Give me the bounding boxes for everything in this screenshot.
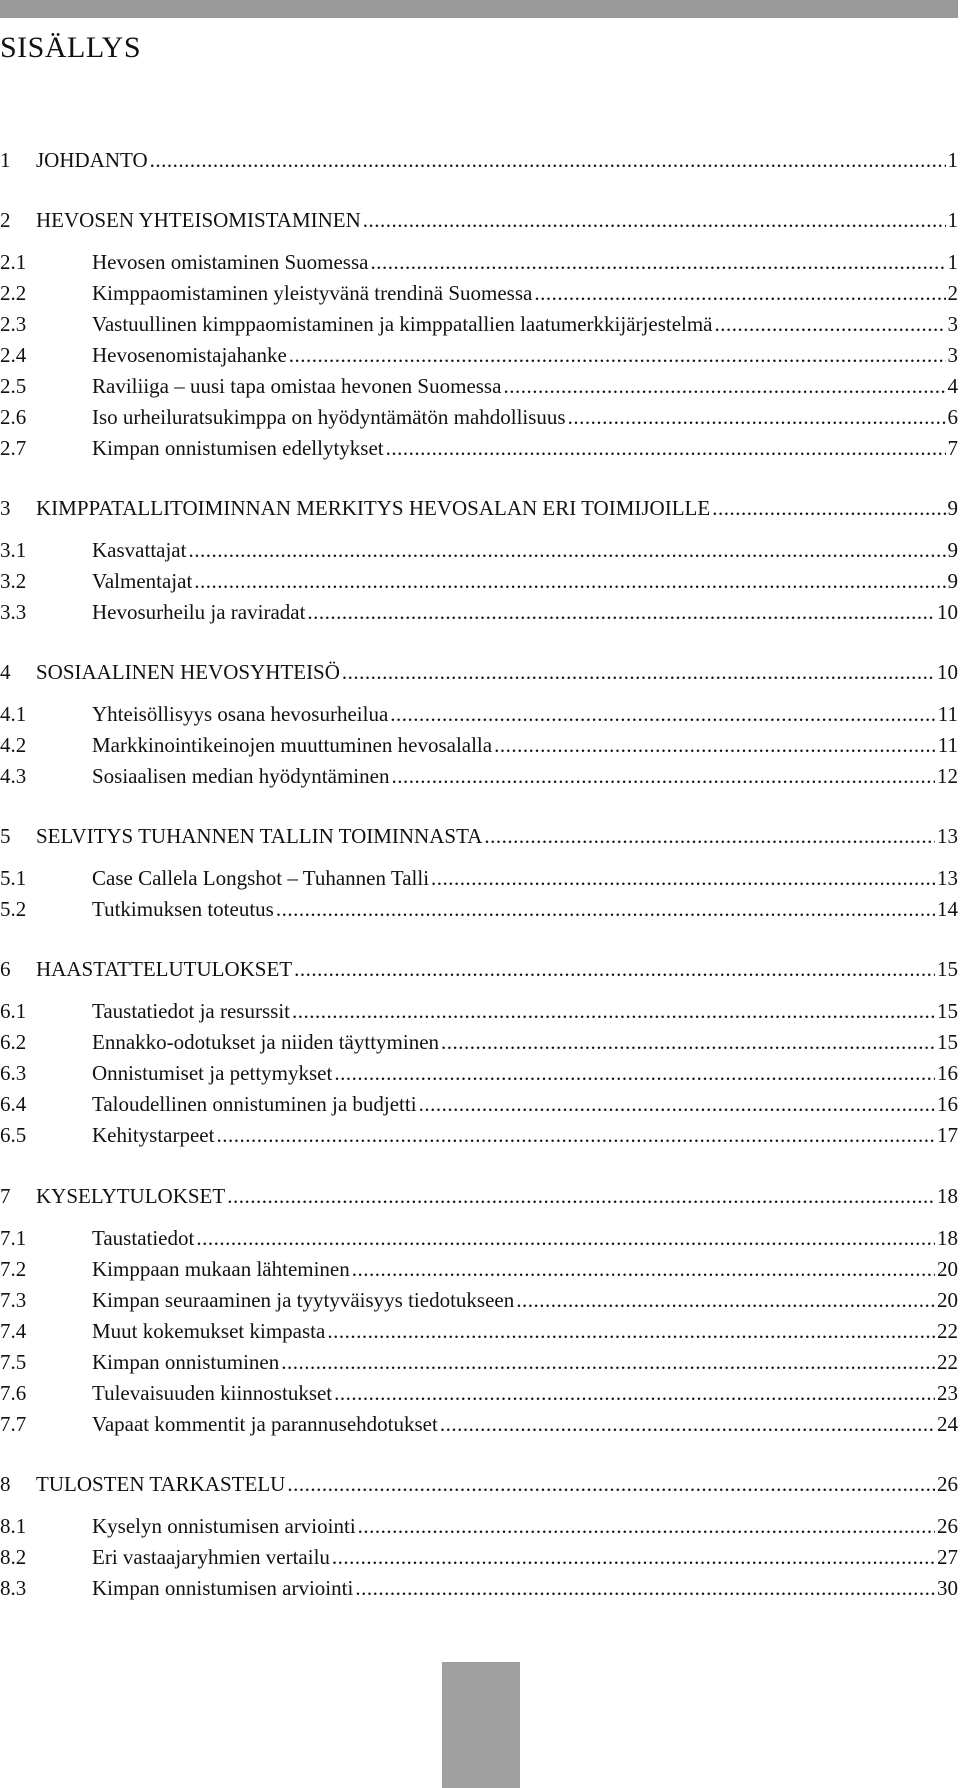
- toc-entry-number: 4.1: [0, 702, 27, 726]
- toc-entry-page-number: 20: [937, 1257, 958, 1281]
- toc-entry-page-number: 1: [947, 250, 958, 274]
- toc-entry-number: 5.1: [0, 866, 27, 890]
- toc-section-entry[interactable]: [0, 1087, 958, 1121]
- toc-entry-number: 2: [0, 208, 11, 232]
- toc-dot-leader: [419, 1087, 935, 1121]
- toc-entry-page-number: 11: [937, 702, 958, 726]
- toc-entry-number: 5.2: [0, 897, 27, 921]
- toc-section-entry[interactable]: [0, 307, 958, 341]
- toc-dot-leader: [391, 759, 935, 793]
- toc-entry-page-number: 12: [937, 764, 958, 788]
- toc-entry-page-number: 10: [937, 660, 958, 684]
- toc-entry-number: 8.2: [0, 1545, 27, 1569]
- toc-entry-number: 4: [0, 660, 11, 684]
- toc-entry-page-number: 13: [937, 824, 958, 848]
- toc-section-entry[interactable]: [0, 1252, 958, 1286]
- toc-entry-label: Taloudellinen onnistuminen ja budjetti: [92, 1092, 417, 1116]
- toc-entry-label: SELVITYS TUHANNEN TALLIN TOIMINNASTA: [36, 824, 483, 848]
- toc-entry-label: KIMPPATALLITOIMINNAN MERKITYS HEVOSALAN ERI TOIMIJOILLE: [36, 496, 711, 520]
- toc-section-entry[interactable]: [0, 400, 958, 434]
- toc-dot-leader: [334, 1376, 935, 1410]
- toc-entry-label: Kimpan onnistumisen arviointi: [92, 1576, 354, 1600]
- toc-entry-page-number: 23: [937, 1381, 958, 1405]
- toc-chapter-entry[interactable]: [0, 143, 958, 177]
- toc-section-entry[interactable]: [0, 338, 958, 372]
- toc-entry-page-number: 15: [937, 957, 958, 981]
- toc-entry-page-number: 18: [937, 1184, 958, 1208]
- toc-entry-number: 5: [0, 824, 11, 848]
- toc-entry-label: Muut kokemukset kimpasta: [92, 1319, 326, 1343]
- toc-dot-leader: [431, 861, 935, 895]
- toc-section-entry[interactable]: [0, 1283, 958, 1317]
- toc-dot-leader: [568, 400, 946, 434]
- toc-dot-leader: [332, 1540, 935, 1574]
- toc-entry-number: 6.3: [0, 1061, 27, 1085]
- toc-section-entry[interactable]: [0, 892, 958, 926]
- toc-entry-number: 2.6: [0, 405, 27, 429]
- toc-dot-leader: [307, 595, 935, 629]
- toc-entry-number: 4.2: [0, 733, 27, 757]
- toc-entry-page-number: 9: [947, 538, 958, 562]
- toc-entry-number: 7.3: [0, 1288, 27, 1312]
- toc-entry-page-number: 26: [937, 1514, 958, 1538]
- toc-dot-leader: [355, 1571, 935, 1605]
- toc-entry-page-number: 27: [937, 1545, 958, 1569]
- toc-entry-label: Kimpan seuraaminen ja tyytyväisyys tiedotukseen: [92, 1288, 515, 1312]
- toc-entry-page-number: 3: [947, 312, 958, 336]
- toc-entry-label: Hevosen omistaminen Suomessa: [92, 250, 369, 274]
- toc-section-entry[interactable]: [0, 728, 958, 762]
- toc-dot-leader: [534, 276, 945, 310]
- toc-entry-page-number: 16: [937, 1092, 958, 1116]
- toc-dot-leader: [715, 307, 946, 341]
- toc-entry-number: 2.4: [0, 343, 27, 367]
- toc-entry-number: 7.6: [0, 1381, 27, 1405]
- toc-section-entry[interactable]: [0, 1025, 958, 1059]
- toc-section-entry[interactable]: [0, 276, 958, 310]
- toc-entry-label: Ennakko-odotukset ja niiden täyttyminen: [92, 1030, 440, 1054]
- toc-entry-number: 3: [0, 496, 11, 520]
- toc-section-entry[interactable]: [0, 1376, 958, 1410]
- toc-dot-leader: [227, 1179, 935, 1213]
- toc-section-entry[interactable]: [0, 533, 958, 567]
- toc-dot-leader: [363, 203, 946, 237]
- toc-entry-page-number: 16: [937, 1061, 958, 1085]
- toc-entry-label: KYSELYTULOKSET: [36, 1184, 226, 1208]
- toc-section-entry[interactable]: [0, 595, 958, 629]
- page-title: SISÄLLYS: [0, 31, 142, 64]
- toc-entry-number: 2.2: [0, 281, 27, 305]
- toc-dot-leader: [386, 431, 946, 465]
- toc-entry-number: 7.7: [0, 1412, 27, 1436]
- toc-chapter-entry[interactable]: [0, 1467, 958, 1501]
- toc-entry-page-number: 2: [947, 281, 958, 305]
- toc-dot-leader: [281, 1345, 935, 1379]
- toc-dot-leader: [292, 994, 935, 1028]
- toc-section-entry[interactable]: [0, 1509, 958, 1543]
- toc-entry-label: Iso urheiluratsukimppa on hyödyntämätön mahdollisuus: [92, 405, 566, 429]
- toc-entry-page-number: 24: [937, 1412, 958, 1436]
- toc-entry-number: 3.2: [0, 569, 27, 593]
- toc-entry-label: Markkinointikeinojen muuttuminen hevosalalla: [92, 733, 493, 757]
- toc-section-entry[interactable]: [0, 994, 958, 1028]
- toc-section-entry[interactable]: [0, 564, 958, 598]
- toc-section-entry[interactable]: [0, 1118, 958, 1152]
- toc-entry-label: Eri vastaajaryhmien vertailu: [92, 1545, 330, 1569]
- toc-entry-label: Kimpan onnistuminen: [92, 1350, 280, 1374]
- toc-section-entry[interactable]: [0, 759, 958, 793]
- toc-entry-number: 2.1: [0, 250, 27, 274]
- toc-entry-label: Kyselyn onnistumisen arviointi: [92, 1514, 356, 1538]
- toc-section-entry[interactable]: [0, 697, 958, 731]
- toc-entry-page-number: 7: [947, 436, 958, 460]
- toc-dot-leader: [276, 892, 935, 926]
- toc-section-entry[interactable]: [0, 1056, 958, 1090]
- toc-dot-leader: [440, 1407, 935, 1441]
- toc-dot-leader: [342, 655, 935, 689]
- toc-chapter-entry[interactable]: [0, 203, 958, 237]
- toc-entry-number: 6.5: [0, 1123, 27, 1147]
- toc-entry-number: 8.3: [0, 1576, 27, 1600]
- toc-entry-page-number: 22: [937, 1319, 958, 1343]
- toc-dot-leader: [194, 564, 945, 598]
- toc-chapter-entry[interactable]: [0, 819, 958, 853]
- toc-entry-label: Taustatiedot: [92, 1226, 195, 1250]
- toc-entry-page-number: 10: [937, 600, 958, 624]
- toc-entry-number: 7.2: [0, 1257, 27, 1281]
- toc-entry-number: 2.3: [0, 312, 27, 336]
- toc-entry-label: Raviliiga – uusi tapa omistaa hevonen Suomessa: [92, 374, 502, 398]
- toc-entry-number: 7: [0, 1184, 11, 1208]
- toc-entry-page-number: 26: [937, 1472, 958, 1496]
- toc-section-entry[interactable]: [0, 245, 958, 279]
- toc-entry-label: Kimppaomistaminen yleistyvänä trendinä Suomessa: [92, 281, 533, 305]
- toc-entry-label: Vastuullinen kimppaomistaminen ja kimppatallien laatumerkkijärjestelmä: [92, 312, 713, 336]
- toc-entry-page-number: 4: [947, 374, 958, 398]
- toc-entry-page-number: 22: [937, 1350, 958, 1374]
- toc-entry-page-number: 1: [947, 148, 958, 172]
- toc-dot-leader: [287, 1467, 935, 1501]
- toc-dot-leader: [188, 533, 945, 567]
- toc-entry-page-number: 9: [947, 496, 958, 520]
- toc-entry-label: JOHDANTO: [36, 148, 148, 172]
- toc-entry-number: 6: [0, 957, 11, 981]
- toc-entry-number: 8.1: [0, 1514, 27, 1538]
- toc-entry-label: SOSIAALINEN HEVOSYHTEISÖ: [36, 660, 340, 684]
- toc-entry-number: 7.4: [0, 1319, 27, 1343]
- toc-entry-label: Vapaat kommentit ja parannusehdotukset: [92, 1412, 438, 1436]
- toc-entry-label: Case Callela Longshot – Tuhannen Talli: [92, 866, 430, 890]
- toc-entry-label: Hevosenomistajahanke: [92, 343, 287, 367]
- toc-entry-label: Hevosurheilu ja raviradat: [92, 600, 306, 624]
- toc-entry-page-number: 14: [937, 897, 958, 921]
- toc-entry-page-number: 18: [937, 1226, 958, 1250]
- toc-chapter-entry[interactable]: [0, 952, 958, 986]
- toc-entry-label: Kasvattajat: [92, 538, 187, 562]
- toc-entry-label: HAASTATTELUTULOKSET: [36, 957, 293, 981]
- toc-entry-number: 3.3: [0, 600, 27, 624]
- toc-dot-leader: [516, 1283, 935, 1317]
- toc-entry-label: Valmentajat: [92, 569, 193, 593]
- toc-entry-label: TULOSTEN TARKASTELU: [36, 1472, 286, 1496]
- toc-section-entry[interactable]: [0, 861, 958, 895]
- toc-entry-label: HEVOSEN YHTEISOMISTAMINEN: [36, 208, 361, 232]
- toc-entry-label: Yhteisöllisyys osana hevosurheilua: [92, 702, 389, 726]
- toc-entry-page-number: 9: [947, 569, 958, 593]
- toc-dot-leader: [358, 1509, 935, 1543]
- toc-entry-page-number: 15: [937, 1030, 958, 1054]
- toc-entry-number: 6.4: [0, 1092, 27, 1116]
- toc-dot-leader: [334, 1056, 935, 1090]
- toc-dot-leader: [370, 245, 945, 279]
- toc-dot-leader: [712, 491, 945, 525]
- toc-entry-page-number: 1: [947, 208, 958, 232]
- toc-entry-label: Taustatiedot ja resurssit: [92, 999, 290, 1023]
- toc-section-entry[interactable]: [0, 1540, 958, 1574]
- toc-entry-page-number: 15: [937, 999, 958, 1023]
- toc-entry-number: 7.5: [0, 1350, 27, 1374]
- toc-entry-number: 6.1: [0, 999, 27, 1023]
- toc-entry-label: Sosiaalisen median hyödyntäminen: [92, 764, 390, 788]
- toc-section-entry[interactable]: [0, 1221, 958, 1255]
- toc-entry-label: Kimpan onnistumisen edellytykset: [92, 436, 384, 460]
- toc-entry-page-number: 20: [937, 1288, 958, 1312]
- toc-section-entry[interactable]: [0, 369, 958, 403]
- toc-entry-number: 1: [0, 148, 11, 172]
- toc-chapter-entry[interactable]: [0, 1179, 958, 1213]
- toc-dot-leader: [289, 338, 946, 372]
- header-bar: [0, 0, 958, 18]
- toc-entry-number: 7.1: [0, 1226, 27, 1250]
- toc-entry-page-number: 17: [937, 1123, 958, 1147]
- toc-dot-leader: [494, 728, 936, 762]
- toc-entry-page-number: 3: [947, 343, 958, 367]
- toc-entry-number: 2.5: [0, 374, 27, 398]
- toc-entry-page-number: 13: [937, 866, 958, 890]
- toc-dot-leader: [352, 1252, 935, 1286]
- toc-entry-label: Kehitystarpeet: [92, 1123, 215, 1147]
- toc-dot-leader: [327, 1314, 935, 1348]
- toc-entry-label: Tutkimuksen toteutus: [92, 897, 274, 921]
- toc-entry-page-number: 11: [937, 733, 958, 757]
- page-footer-marker: [442, 1662, 520, 1788]
- toc-dot-leader: [503, 369, 945, 403]
- toc-entry-number: 3.1: [0, 538, 27, 562]
- toc-section-entry[interactable]: [0, 1345, 958, 1379]
- toc-dot-leader: [294, 952, 935, 986]
- toc-dot-leader: [484, 819, 935, 853]
- toc-section-entry[interactable]: [0, 1407, 958, 1441]
- toc-entry-label: Kimppaan mukaan lähteminen: [92, 1257, 350, 1281]
- toc-entry-label: Onnistumiset ja pettymykset: [92, 1061, 333, 1085]
- toc-entry-page-number: 6: [947, 405, 958, 429]
- toc-chapter-entry[interactable]: [0, 655, 958, 689]
- toc-entry-page-number: 30: [937, 1576, 958, 1600]
- toc-dot-leader: [150, 143, 946, 177]
- toc-dot-leader: [441, 1025, 935, 1059]
- toc-dot-leader: [390, 697, 935, 731]
- toc-entry-number: 4.3: [0, 764, 27, 788]
- toc-section-entry[interactable]: [0, 1571, 958, 1605]
- toc-dot-leader: [196, 1221, 935, 1255]
- toc-chapter-entry[interactable]: [0, 491, 958, 525]
- toc-section-entry[interactable]: [0, 431, 958, 465]
- toc-entry-number: 8: [0, 1472, 11, 1496]
- toc-entry-number: 2.7: [0, 436, 27, 460]
- toc-section-entry[interactable]: [0, 1314, 958, 1348]
- toc-entry-label: Tulevaisuuden kiinnostukset: [92, 1381, 333, 1405]
- toc-entry-number: 6.2: [0, 1030, 27, 1054]
- toc-dot-leader: [216, 1118, 935, 1152]
